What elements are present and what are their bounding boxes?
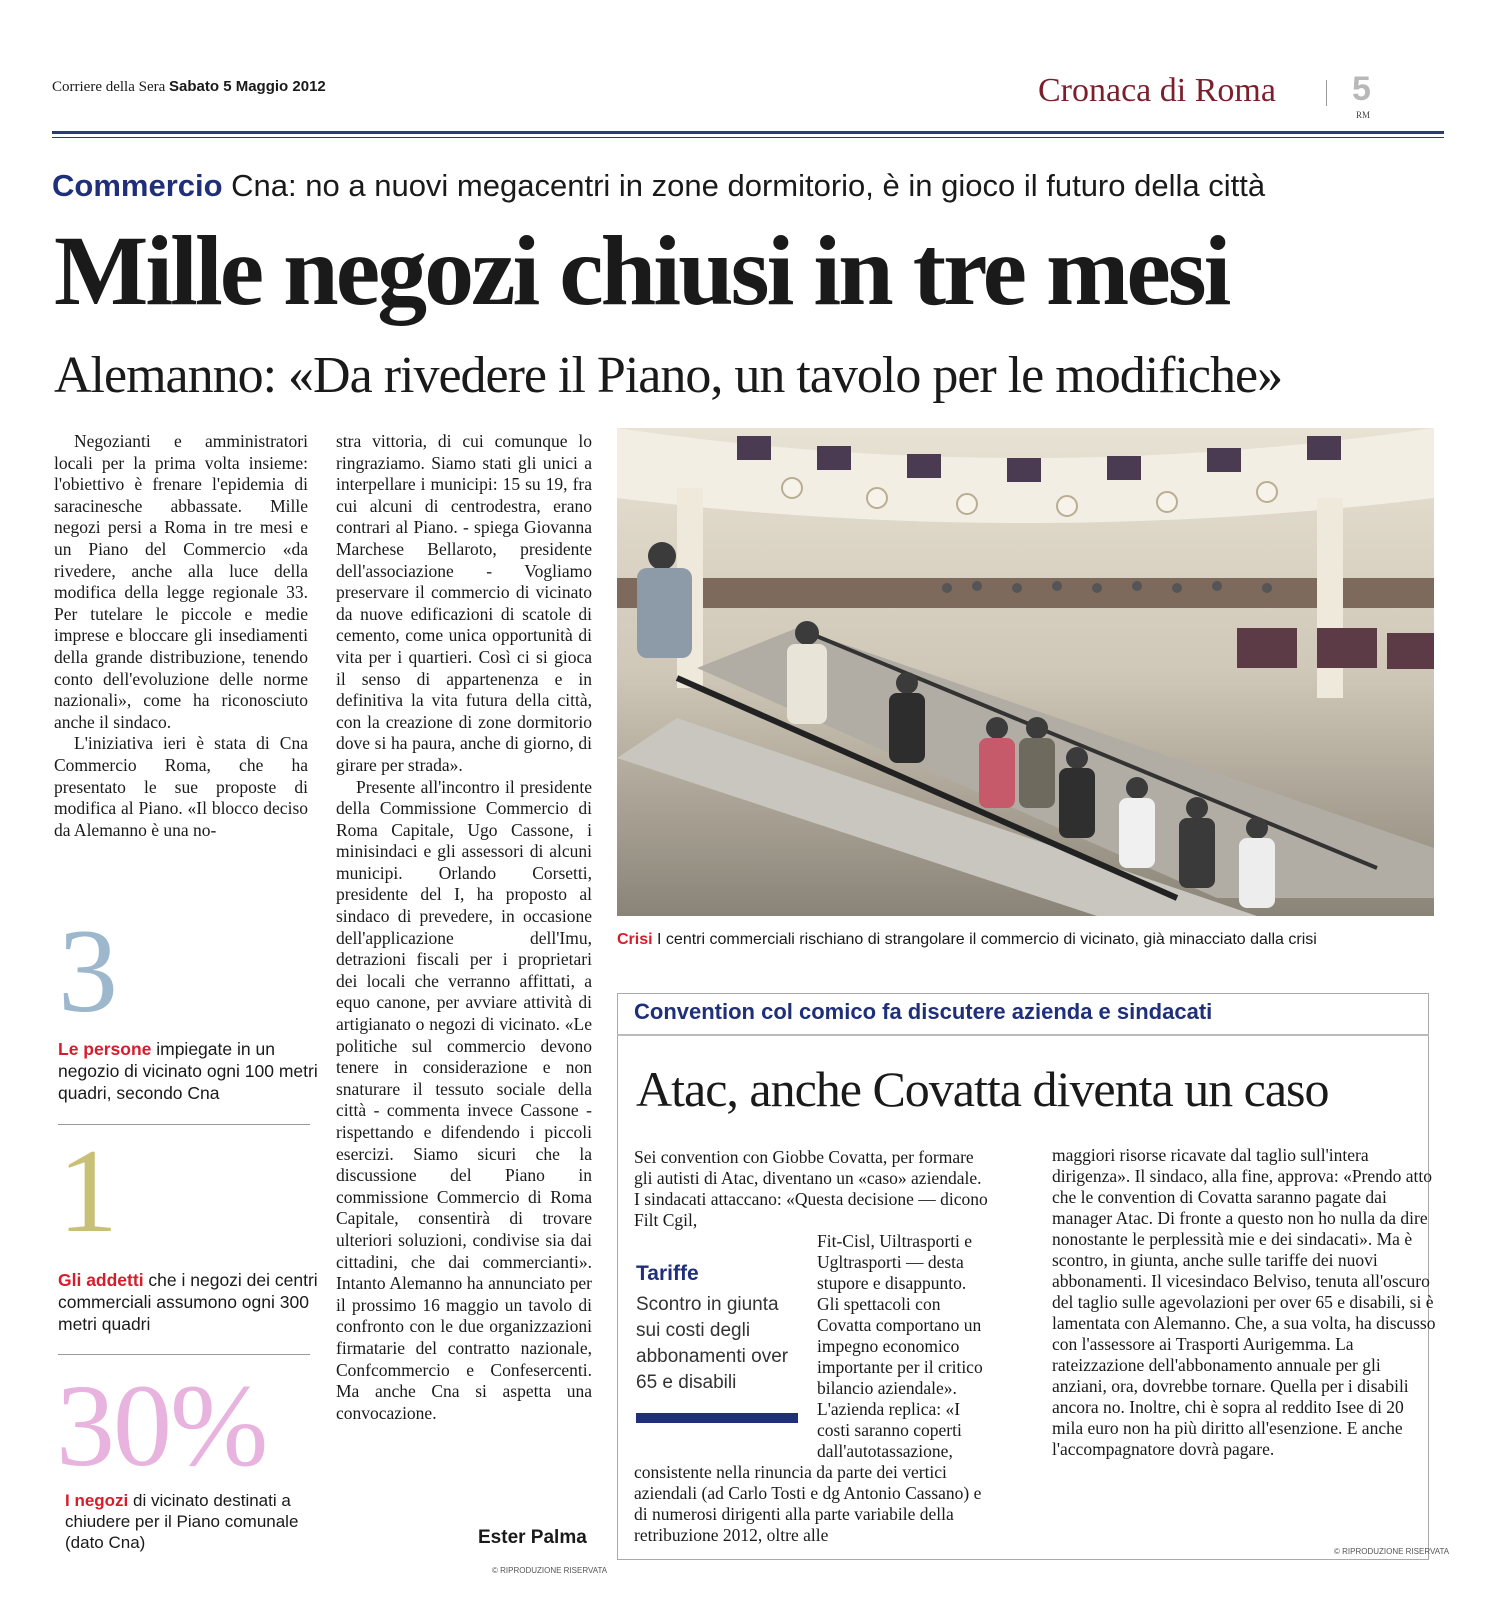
stat-divider — [58, 1354, 310, 1355]
paper-name: Corriere della Sera — [52, 79, 166, 95]
copyright-notice: © RIPRODUZIONE RISERVATA — [492, 1566, 608, 1575]
stat-label: I negozi — [65, 1491, 129, 1510]
stat-text: impiegate in un negozio di vicinato ogni 100 metri quadri, secondo Cna — [58, 1039, 318, 1103]
stat-label: Gli addetti — [58, 1270, 144, 1290]
paragraph: Fit-Cisl, Uiltrasporti e Ugltrasporti — desta stupore e disappunto. Gli spettacoli con Covatta comportano un impegno economico importante per il critico bilancio aziendale». L'azienda replica: «I costi saranno coperti dall'autotassazione, — [817, 1231, 983, 1461]
masthead-left — [52, 78, 326, 96]
kicker-label: Commercio — [52, 168, 223, 203]
sidebar-rule — [617, 1034, 1429, 1036]
sidebar-column-2: maggiori risorse ricavate dal taglio sull'intera dirigenza». Il sindaco, alla fine, approva: «Prendo atto che le convention di Covatta saranno pagate dai manager Atac. Di fronte a questo non ho nulla da dire nonostante le perplessità mie e dei sindacati». Ma è scontro, in giunta, anche sulle tariffe dei nuovi abbonamenti. Il vicesindaco Belviso, tenuta all'oscuro del taglio sulle agevolazioni per over 65 e disabili, si è lamentata con Alemanno. Che, a sua volta, ha discusso con l'assessore ai Trasporti Aurigemma. La rateizzazione dell'abbonamento annuale per gli anziani, ora, dovrebbe tornare. Quella per i disabili ancora no. Inoltre, chi è sopra al reddito Isee di 20 mila euro non ha più diritto all'esenzione. E anche l'accompagnatore dovrà pagare. — [1052, 1145, 1436, 1459]
paragraph: consistente nella rinuncia da parte dei vertici aziendali (ad Carlo Tosti e dg Antonio Cassano) e di numerosi dirigenti alla parte variabile della retribuzione 2012, oltre alle — [634, 1462, 982, 1545]
stat-number: 3 — [58, 904, 118, 1037]
stat-label: Le persone — [58, 1039, 152, 1059]
issue-date: Sabato 5 Maggio 2012 — [169, 78, 326, 95]
stat-description — [58, 1269, 323, 1335]
paragraph: Sei convention con Giobbe Covatta, per formare gli autisti di Atac, diventano un «caso» aziendale. I sindacati attaccano: «Questa decisione — dicono Filt Cgil, — [634, 1147, 988, 1230]
stat-description — [58, 1038, 318, 1104]
tariff-bar — [636, 1413, 798, 1423]
mall-escalator-photo — [617, 428, 1434, 916]
masthead-separator — [1326, 80, 1327, 106]
stat-description — [65, 1490, 325, 1553]
article-column-2 — [336, 431, 592, 1424]
top-rule — [52, 131, 1444, 134]
tariff-text: Scontro in giunta sui costi degli abbonamenti over 65 e disabili — [636, 1294, 789, 1393]
paragraph: L'iniziativa ieri è stata di Cna Commercio Roma, che ha presentato le sue proposte di modifica al Piano. «Il blocco deciso da Alemanno è una no- — [54, 733, 308, 840]
photo-caption — [617, 931, 1317, 949]
article-kicker — [52, 168, 1265, 204]
top-rule-thin — [52, 137, 1444, 138]
stat-text: che i negozi dei centri commerciali assumono ogni 300 metri quadri — [58, 1270, 318, 1334]
tariff-title: Tariffe — [636, 1262, 699, 1285]
paragraph: Presente all'incontro il presidente della Commissione Commercio di Roma Capitale, Ugo Cassone, i minisindaci e gli assessori di alcuni municipi. Orlando Corsetti, presidente del I, ha proposto al sindaco di prevedere, in occasione dell'applicazione dell'Imu, detrazioni fiscali per i proprietari dei locali che verranno affittati, a equo canone, per avviare attività di artigianato o negozi di vicinato. «Le politiche sul commercio devono tenere in considerazione e non snaturare il tessuto sociale della città - commenta invece Cassone - rispettando e difendendo i piccoli esercizi. Siamo sicuri che la discussione del Piano in commissione Commercio di Roma Capitale, consentirà di trovare ulteriori soluzioni, condivise sia dai cittadini, che dai commercianti». Intanto Alemanno ha annunciato per il prossimo 16 maggio un tavolo di confronto con le due organizzazioni firmatarie del contratto nazionale, Confcommercio e Confesercenti. Ma anche Cna si aspetta una convocazione. — [336, 776, 592, 1423]
copyright-notice: © RIPRODUZIONE RISERVATA — [1334, 1547, 1450, 1556]
stat-number: 1 — [58, 1124, 118, 1257]
stat-text: di vicinato destinati a chiudere per il Piano comunale (dato Cna) — [65, 1491, 299, 1552]
byline: Ester Palma — [478, 1527, 587, 1548]
tariff-callout — [636, 1262, 808, 1396]
paragraph: stra vittoria, di cui comunque lo ringraziamo. Siamo stati gli unici a interpellare i municipi: 15 su 19, fra cui alcuni di centrodestra, erano contrari al Piano. - spiega Giovanna Marchese Bellaroto, presidente dell'associazione - Vogliamo preservare il commercio di vicinato da nuove edificazioni di scatole di cemento, come unica opportunità di vita per i quartieri. Così ci si gioca il senso di appartenenza e in definitiva la vita futura della città, con la creazione di zone dormitorio dove si ha paura, anche di giorno, di girare per strada». — [336, 431, 592, 775]
article-subhead: Alemanno: «Da rivedere il Piano, un tavolo per le modifiche» — [54, 347, 1283, 404]
article-column-1 — [54, 431, 308, 841]
article-headline: Mille negozi chiusi in tre mesi — [54, 215, 1229, 326]
caption-label: Crisi — [617, 931, 653, 948]
sidebar-headline: Atac, anche Covatta diventa un caso — [636, 1061, 1329, 1117]
stat-number: 30% — [56, 1360, 267, 1491]
page-number: 5 — [1352, 70, 1371, 108]
section-title: Cronaca di Roma — [1038, 72, 1276, 109]
paragraph: Negozianti e amministratori locali per la prima volta insieme: l'obiettivo è frenare l'epidemia di saracinesche abbassate. Mille negozi persi a Roma in tre mesi e un Piano del Commercio «da rivedere, anche alla luce della modifica della legge regionale 33. Per tutelare le piccole e medie imprese e bloccare gli insediamenti della grande distribuzione, tenendo conto dell'evoluzione delle norme nazionali», come ha riconosciuto anche il sindaco. — [54, 431, 308, 732]
caption-text: I centri commerciali rischiano di strangolare il commercio di vicinato, già minacciato dalla crisi — [652, 931, 1317, 948]
kicker-text: Cna: no a nuovi megacentri in zone dormitorio, è in gioco il futuro della città — [231, 168, 1266, 203]
photo-illustration — [617, 428, 1434, 916]
page-edition: RM — [1356, 110, 1371, 120]
sidebar-kicker: Convention col comico fa discutere azienda e sindacati — [634, 999, 1213, 1024]
